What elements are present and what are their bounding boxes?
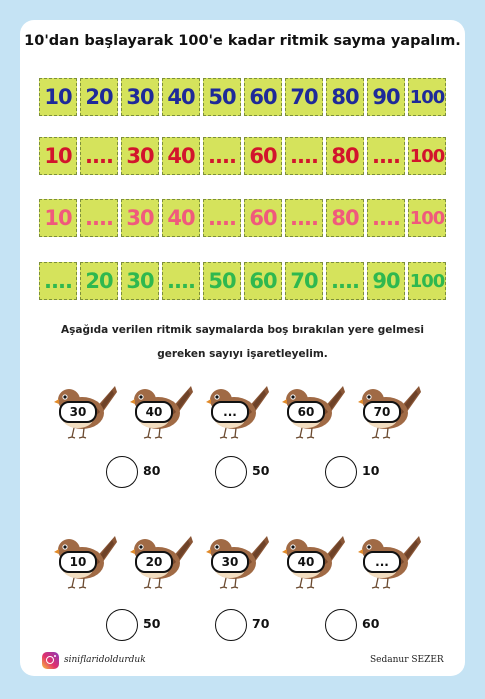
count-cell: 10	[39, 199, 77, 237]
blank-cell: ....	[285, 199, 323, 237]
answer-value: 60	[362, 616, 380, 631]
answer-value: 10	[362, 463, 380, 478]
bird-card	[206, 380, 270, 440]
blank-cell: ....	[285, 137, 323, 175]
bird-card	[130, 530, 194, 590]
count-cell: 100	[408, 262, 446, 300]
bird-number: 60	[287, 401, 325, 423]
count-cell: 50	[203, 262, 241, 300]
blank-cell: ....	[367, 137, 405, 175]
count-cell: 100	[408, 137, 446, 175]
bird-card	[282, 380, 346, 440]
instagram-icon	[42, 652, 59, 669]
count-cell: 40	[162, 78, 200, 116]
count-cell: 30	[121, 199, 159, 237]
bird-card	[54, 530, 118, 590]
count-cell: 70	[285, 262, 323, 300]
bird-number-blank: ...	[211, 401, 249, 423]
blank-cell: ....	[162, 262, 200, 300]
blank-cell: ....	[80, 199, 118, 237]
count-row-2	[39, 137, 449, 175]
count-cell: 70	[285, 78, 323, 116]
answer-value: 50	[143, 616, 161, 631]
answer-circle[interactable]	[325, 456, 357, 488]
count-cell: 50	[203, 78, 241, 116]
count-cell: 60	[244, 137, 282, 175]
bird-card	[130, 380, 194, 440]
bird-card	[358, 380, 422, 440]
bird-number: 10	[59, 551, 97, 573]
blank-cell: ....	[203, 199, 241, 237]
count-cell: 90	[367, 78, 405, 116]
count-cell: 20	[80, 262, 118, 300]
instagram-handle: siniflaridoldurduk	[64, 655, 146, 665]
bird-card	[54, 380, 118, 440]
answer-value: 80	[143, 463, 161, 478]
worksheet-title: 10'dan başlayarak 100'e kadar ritmik sayma yapalım.	[24, 33, 461, 49]
count-cell: 20	[80, 78, 118, 116]
answer-value: 50	[252, 463, 270, 478]
bird-card	[358, 530, 422, 590]
answer-circle[interactable]	[215, 609, 247, 641]
blank-cell: ....	[326, 262, 364, 300]
count-cell: 60	[244, 78, 282, 116]
count-cell: 30	[121, 78, 159, 116]
count-cell: 60	[244, 199, 282, 237]
bird-card	[206, 530, 270, 590]
answer-circle[interactable]	[215, 456, 247, 488]
bird-number: 40	[287, 551, 325, 573]
count-cell: 10	[39, 137, 77, 175]
count-row-3	[39, 199, 449, 237]
count-cell: 30	[121, 137, 159, 175]
bird-number-blank: ...	[363, 551, 401, 573]
answer-value: 70	[252, 616, 270, 631]
count-cell: 100	[408, 78, 446, 116]
count-cell: 80	[326, 137, 364, 175]
bird-number: 40	[135, 401, 173, 423]
blank-cell: ....	[39, 262, 77, 300]
bird-number: 20	[135, 551, 173, 573]
count-cell: 60	[244, 262, 282, 300]
count-cell: 100	[408, 199, 446, 237]
count-row-1	[39, 78, 449, 116]
count-cell: 40	[162, 199, 200, 237]
instruction-line-1: Aşağıda verilen ritmik saymalarda boş bırakılan yere gelmesi	[61, 324, 424, 336]
answer-circle[interactable]	[106, 609, 138, 641]
count-cell: 30	[121, 262, 159, 300]
count-cell: 40	[162, 137, 200, 175]
bird-number: 30	[211, 551, 249, 573]
blank-cell: ....	[203, 137, 241, 175]
answer-circle[interactable]	[106, 456, 138, 488]
count-cell: 80	[326, 199, 364, 237]
blank-cell: ....	[80, 137, 118, 175]
count-cell: 90	[367, 262, 405, 300]
count-cell: 80	[326, 78, 364, 116]
count-row-4	[39, 262, 449, 300]
bird-number: 30	[59, 401, 97, 423]
instruction-line-2: gereken sayıyı işaretleyelim.	[157, 348, 328, 360]
bird-number: 70	[363, 401, 401, 423]
blank-cell: ....	[367, 199, 405, 237]
worksheet	[20, 20, 465, 676]
author-name: Sedanur SEZER	[370, 655, 444, 665]
bird-card	[282, 530, 346, 590]
count-cell: 10	[39, 78, 77, 116]
answer-circle[interactable]	[325, 609, 357, 641]
